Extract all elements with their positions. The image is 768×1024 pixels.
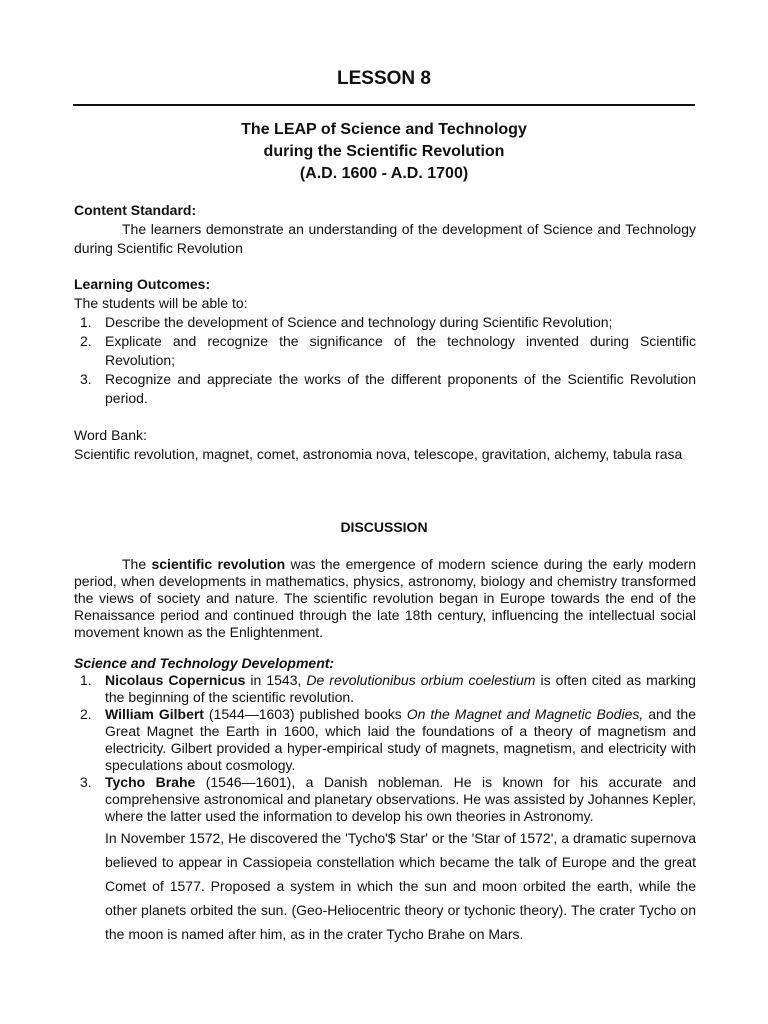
item-text-a: in 1543, (245, 672, 307, 688)
proponent-name: Tycho Brahe (105, 774, 196, 790)
discussion-heading: DISCUSSION (340, 519, 428, 535)
list-item (74, 370, 696, 408)
discussion-keyword: scientific revolution (151, 556, 286, 572)
content-standard-text: The learners demonstrate an understanding of the development of Science and Technology during Scientific Revolution (74, 221, 696, 256)
learning-outcomes-list (74, 313, 696, 408)
learning-outcomes-heading: Learning Outcomes: (74, 276, 211, 292)
proponent-name: Nicolaus Copernicus (105, 672, 246, 688)
list-item-number: 3. (80, 774, 92, 790)
word-bank-text: Scientific revolution, magnet, comet, astronomia nova, telescope, gravitation, alchemy, tabula rasa (74, 446, 683, 462)
list-item-number: 2. (80, 333, 92, 349)
list-item (74, 774, 696, 946)
content-standard-heading: Content Standard: (74, 202, 197, 218)
lesson-number: LESSON 8 (337, 68, 431, 89)
lesson-title-line-3: (A.D. 1600 - A.D. 1700) (299, 165, 469, 182)
lesson-title-line-1: The LEAP of Science and Technology (241, 121, 527, 138)
development-section (74, 655, 696, 946)
list-item-number: 1. (80, 314, 92, 330)
list-item (74, 672, 696, 706)
list-item-text: Recognize and appreciate the works of the different proponents of the Scientific Revolution period. (105, 371, 696, 406)
book-title: De revolutionibus orbium coelestium (306, 672, 536, 688)
list-item-number: 1. (80, 672, 92, 688)
list-item-text: Describe the development of Science and technology during Scientific Revolution; (105, 314, 613, 330)
item-text-a: (1544—1603) published books (203, 706, 407, 722)
book-title: On the Magnet and Magnetic Bodies, (406, 706, 644, 722)
discussion-intro-before: The (122, 556, 152, 572)
item-text-a: (1546—1601), a Danish nobleman. He is known for his accurate and comprehensive astronomical and planetary observations. He was assisted by Johannes Kepler, where the latter used the information to develop his own theories in Astronomy. (105, 774, 696, 824)
content-standard-section (74, 201, 696, 258)
title-divider (73, 104, 695, 106)
list-item-number: 3. (80, 371, 92, 387)
lesson-title-line-2: during the Scientific Revolution (263, 143, 505, 160)
learning-outcomes-section (74, 275, 696, 408)
discussion-paragraph (74, 556, 696, 641)
word-bank-section (74, 426, 696, 464)
development-list (74, 672, 696, 946)
list-item (74, 706, 696, 774)
item-text-b: and the Great Magnet the Earth in 1600, which laid the foundations of a theory of magnetism and electricity. Gilbert provided a hyper-empirical study of magnets, magnetism, and electricity with speculations about cosmology. (105, 706, 696, 773)
learning-outcomes-intro: The students will be able to: (74, 295, 248, 311)
tycho-extra-paragraph: In November 1572, He discovered the 'Tycho'$ Star' or the 'Star of 1572', a dramatic supernova believed to appear in Cassiopeia constellation which became the talk of Europe and the great Comet of 1577. Proposed a system in which the sun and moon orbited the earth, while the other planets orbited the sun. (Geo-Heliocentric theory or tychonic theory). The crater Tycho on the moon is named after him, as in the crater Tycho Brahe on Mars. (105, 830, 696, 942)
proponent-name: William Gilbert (105, 706, 204, 722)
discussion-intro-after: was the emergence of modern science during the early modern period, when developments in mathematics, physics, astronomy, biology and chemistry transformed the views of society and nature. The scientific revolution began in Europe towards the end of the Renaissance period and continued through the late 18th century, influencing the intellectual social movement known as the Enlightenment. (74, 556, 696, 640)
list-item-text: Explicate and recognize the significance of the technology invented during Scientific Revolution; (105, 333, 696, 368)
development-heading: Science and Technology Development: (74, 655, 335, 671)
list-item-number: 2. (80, 706, 92, 722)
item-text-b: is often cited as marking the beginning of the scientific revolution. (105, 672, 696, 705)
word-bank-heading: Word Bank: (74, 427, 147, 443)
lesson-title (0, 119, 768, 185)
list-item (74, 332, 696, 370)
list-item (74, 313, 696, 332)
